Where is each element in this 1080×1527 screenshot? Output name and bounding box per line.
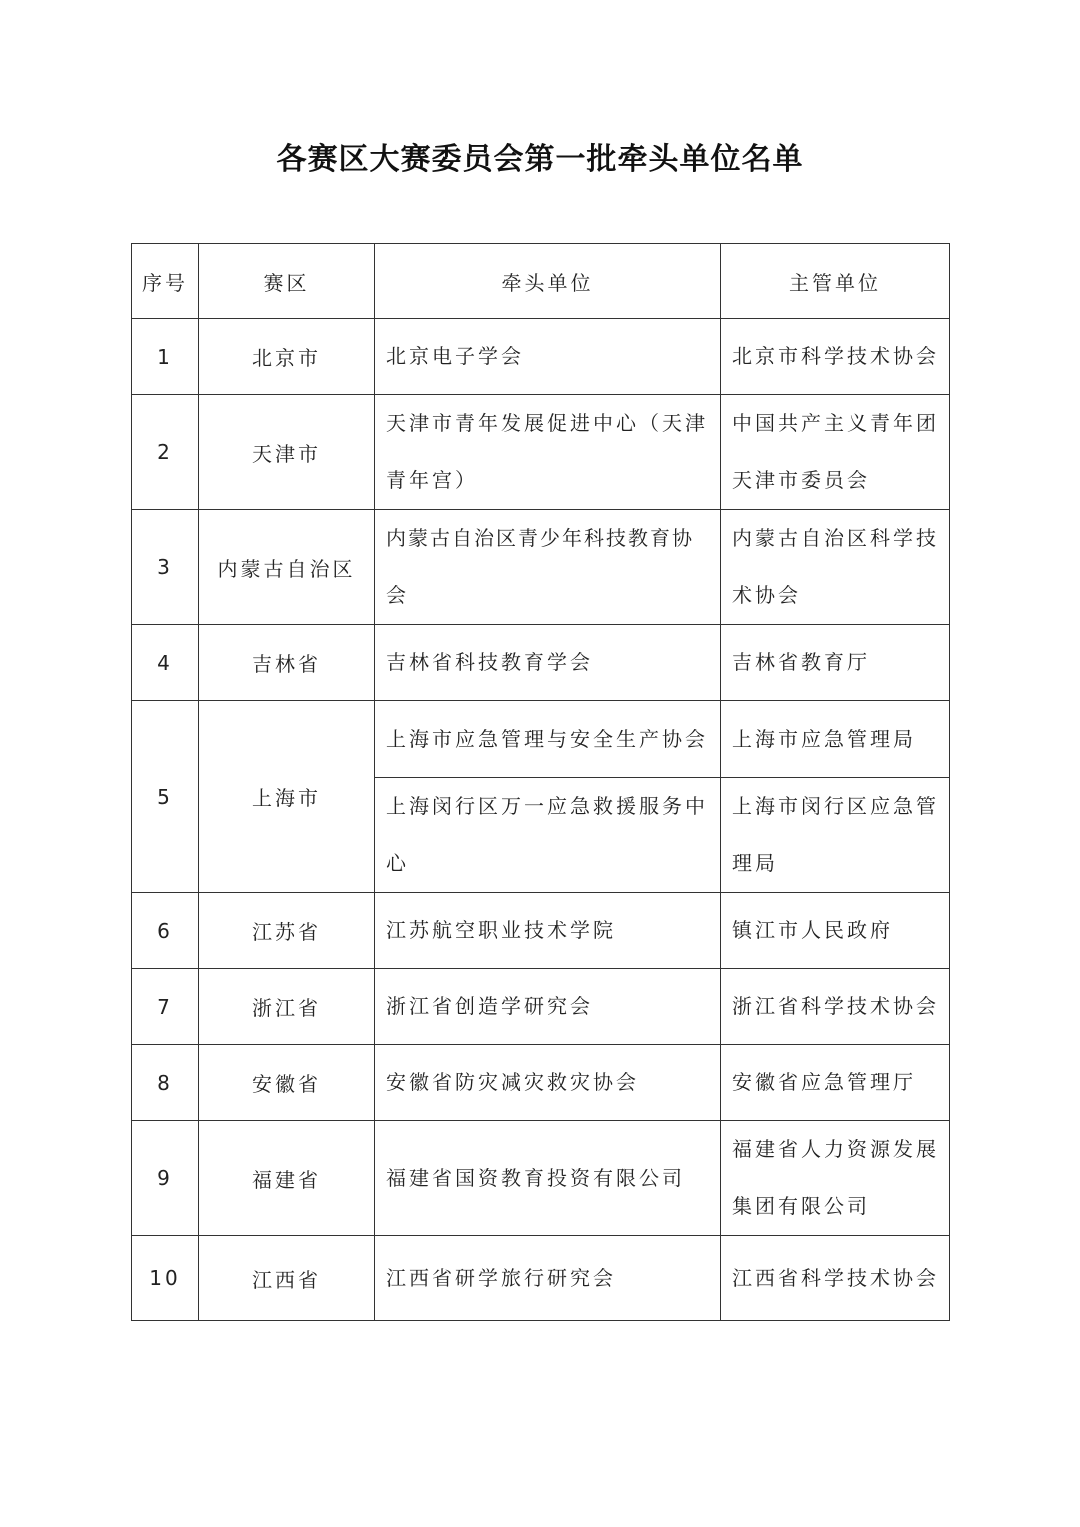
header-supervisor: 主管单位 bbox=[721, 244, 950, 319]
table-row bbox=[132, 1045, 950, 1121]
cell-supervisor: 福建省人力资源发展集团有限公司 bbox=[721, 1121, 950, 1236]
cell-region: 安徽省 bbox=[199, 1045, 375, 1121]
cell-region: 江苏省 bbox=[199, 893, 375, 969]
cell-region: 天津市 bbox=[199, 395, 375, 510]
table-row bbox=[132, 510, 950, 625]
cell-no: 10 bbox=[132, 1236, 199, 1321]
table-row bbox=[132, 1236, 950, 1321]
cell-supervisor: 安徽省应急管理厅 bbox=[721, 1045, 950, 1121]
cell-region: 上海市 bbox=[199, 701, 375, 893]
cell-supervisor: 中国共产主义青年团天津市委员会 bbox=[721, 395, 950, 510]
table-row bbox=[132, 969, 950, 1045]
table-row bbox=[132, 625, 950, 701]
cell-supervisor: 内蒙古自治区科学技术协会 bbox=[721, 510, 950, 625]
cell-no: 9 bbox=[132, 1121, 199, 1236]
cell-supervisor: 北京市科学技术协会 bbox=[721, 319, 950, 395]
table-row bbox=[132, 395, 950, 510]
cell-lead: 北京电子学会 bbox=[375, 319, 721, 395]
cell-lead: 内蒙古自治区青少年科技教育协会 bbox=[375, 510, 721, 625]
cell-no: 5 bbox=[132, 701, 199, 893]
cell-supervisor: 镇江市人民政府 bbox=[721, 893, 950, 969]
header-lead: 牵头单位 bbox=[375, 244, 721, 319]
cell-lead: 天津市青年发展促进中心（天津青年宫） bbox=[375, 395, 721, 510]
cell-region: 吉林省 bbox=[199, 625, 375, 701]
cell-supervisor: 上海市闵行区应急管理局 bbox=[721, 778, 950, 893]
table-row bbox=[132, 319, 950, 395]
cell-lead: 福建省国资教育投资有限公司 bbox=[375, 1121, 721, 1236]
cell-no: 3 bbox=[132, 510, 199, 625]
cell-no: 1 bbox=[132, 319, 199, 395]
cell-no: 4 bbox=[132, 625, 199, 701]
page-title: 各赛区大赛委员会第一批牵头单位名单 bbox=[276, 142, 804, 177]
cell-supervisor: 江西省科学技术协会 bbox=[721, 1236, 950, 1321]
cell-lead: 上海市应急管理与安全生产协会 bbox=[375, 701, 721, 778]
cell-supervisor: 上海市应急管理局 bbox=[721, 701, 950, 778]
cell-lead: 江西省研学旅行研究会 bbox=[375, 1236, 721, 1321]
header-region: 赛区 bbox=[199, 244, 375, 319]
cell-lead: 吉林省科技教育学会 bbox=[375, 625, 721, 701]
cell-region: 北京市 bbox=[199, 319, 375, 395]
cell-no: 7 bbox=[132, 969, 199, 1045]
list-table bbox=[131, 243, 950, 1321]
table-row bbox=[132, 1121, 950, 1236]
cell-supervisor: 吉林省教育厅 bbox=[721, 625, 950, 701]
table-row bbox=[132, 893, 950, 969]
cell-no: 6 bbox=[132, 893, 199, 969]
cell-lead: 浙江省创造学研究会 bbox=[375, 969, 721, 1045]
table-header-row bbox=[132, 244, 950, 319]
cell-region: 江西省 bbox=[199, 1236, 375, 1321]
cell-region: 福建省 bbox=[199, 1121, 375, 1236]
cell-no: 8 bbox=[132, 1045, 199, 1121]
cell-region: 浙江省 bbox=[199, 969, 375, 1045]
cell-region: 内蒙古自治区 bbox=[199, 510, 375, 625]
cell-no: 2 bbox=[132, 395, 199, 510]
cell-lead: 上海闵行区万一应急救援服务中心 bbox=[375, 778, 721, 893]
cell-lead: 江苏航空职业技术学院 bbox=[375, 893, 721, 969]
header-no: 序号 bbox=[132, 244, 199, 319]
cell-supervisor: 浙江省科学技术协会 bbox=[721, 969, 950, 1045]
cell-lead: 安徽省防灾减灾救灾协会 bbox=[375, 1045, 721, 1121]
table-row bbox=[132, 701, 950, 778]
